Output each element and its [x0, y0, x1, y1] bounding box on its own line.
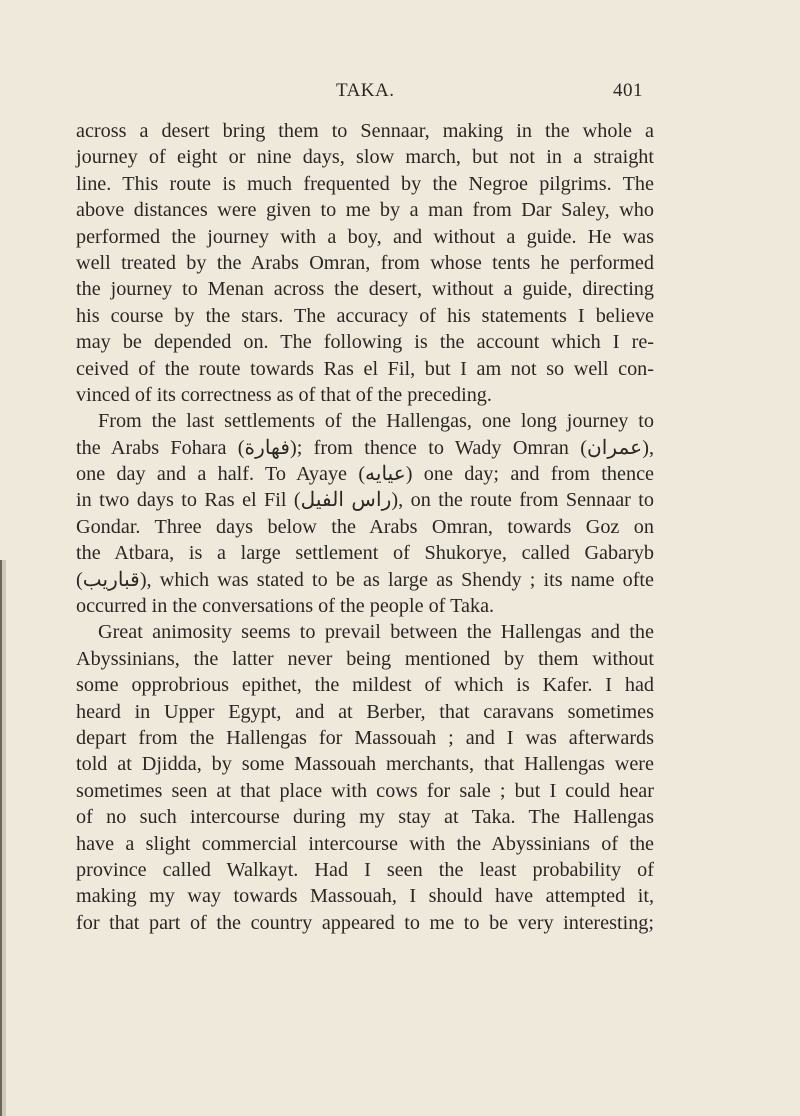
text-line: heard in Upper Egypt, and at Berber, that caravans sometimes [76, 700, 654, 723]
text-line: vinced of its correctness as of that of the preceding. [76, 383, 492, 406]
text-line: the journey to Menan across the desert, without a guide, directing [76, 278, 654, 301]
page-number: 401 [613, 80, 643, 101]
text-line: for that part of the country appeared to me to be very interesting; [76, 911, 654, 934]
text-line: above distances were given to me by a man from Dar Saley, who [76, 199, 654, 222]
body-text [76, 118, 654, 936]
running-header [0, 80, 800, 110]
text-line: depart from the Hallengas for Massouah ; and I was afterwards [76, 726, 654, 749]
text-line: the Atbara, is a large settlement of Shukorye, called Gabaryb [76, 542, 654, 565]
text-line: (قباريب), which was stated to be as large as Shendy ; its name ofte [76, 568, 654, 591]
text-line: province called Walkayt. Had I seen the least probability of [76, 858, 654, 881]
binding-edge [0, 560, 6, 1116]
running-title: TAKA. [336, 80, 395, 101]
text-line: making my way towards Massouah, I should have attempted it, [76, 885, 654, 908]
text-line: Great animosity seems to prevail between the Hallengas and the [98, 621, 654, 644]
text-line: some opprobrious epithet, the mildest of which is Kafer. I had [76, 674, 654, 697]
text-line: may be depended on. The following is the account which I re- [76, 331, 654, 354]
text-line: Gondar. Three days below the Arabs Omran, towards Goz on [76, 515, 654, 538]
text-line: well treated by the Arabs Omran, from whose tents he performed [76, 251, 654, 274]
text-line: sometimes seen at that place with cows for sale ; but I could hear [76, 779, 654, 802]
text-line: across a desert bring them to Sennaar, making in the whole a [76, 120, 654, 142]
text-line: the Arabs Fohara (فهارة); from thence to Wady Omran (عمران), [76, 436, 655, 459]
text-line: occurred in the conversations of the people of Taka. [76, 595, 495, 618]
text-line: his course by the stars. The accuracy of his statements I believe [76, 304, 654, 327]
text-line: have a slight commercial intercourse with the Abyssinians of the [76, 832, 654, 855]
text-line: one day and a half. To Ayaye (عيايه) one day; and from thence [76, 463, 654, 486]
text-line: journey of eight or nine days, slow march, but not in a straight [76, 146, 654, 169]
text-line: Abyssinians, the latter never being mentioned by them without [76, 647, 654, 670]
text-line: From the last settlements of the Hallengas, one long journey to [98, 410, 654, 433]
text-line: line. This route is much frequented by the Negroe pilgrims. The [76, 172, 654, 195]
text-line: of no such intercourse during my stay at Taka. The Hallengas [76, 806, 654, 829]
text-line: told at Djidda, by some Massouah merchants, that Hallengas were [76, 753, 654, 776]
text-line: performed the journey with a boy, and without a guide. He was [76, 225, 654, 248]
text-line: in two days to Ras el Fil (راس الفيل), on the route from Sennaar to [76, 489, 654, 512]
text-line: ceived of the route towards Ras el Fil, but I am not so well con- [76, 357, 654, 380]
